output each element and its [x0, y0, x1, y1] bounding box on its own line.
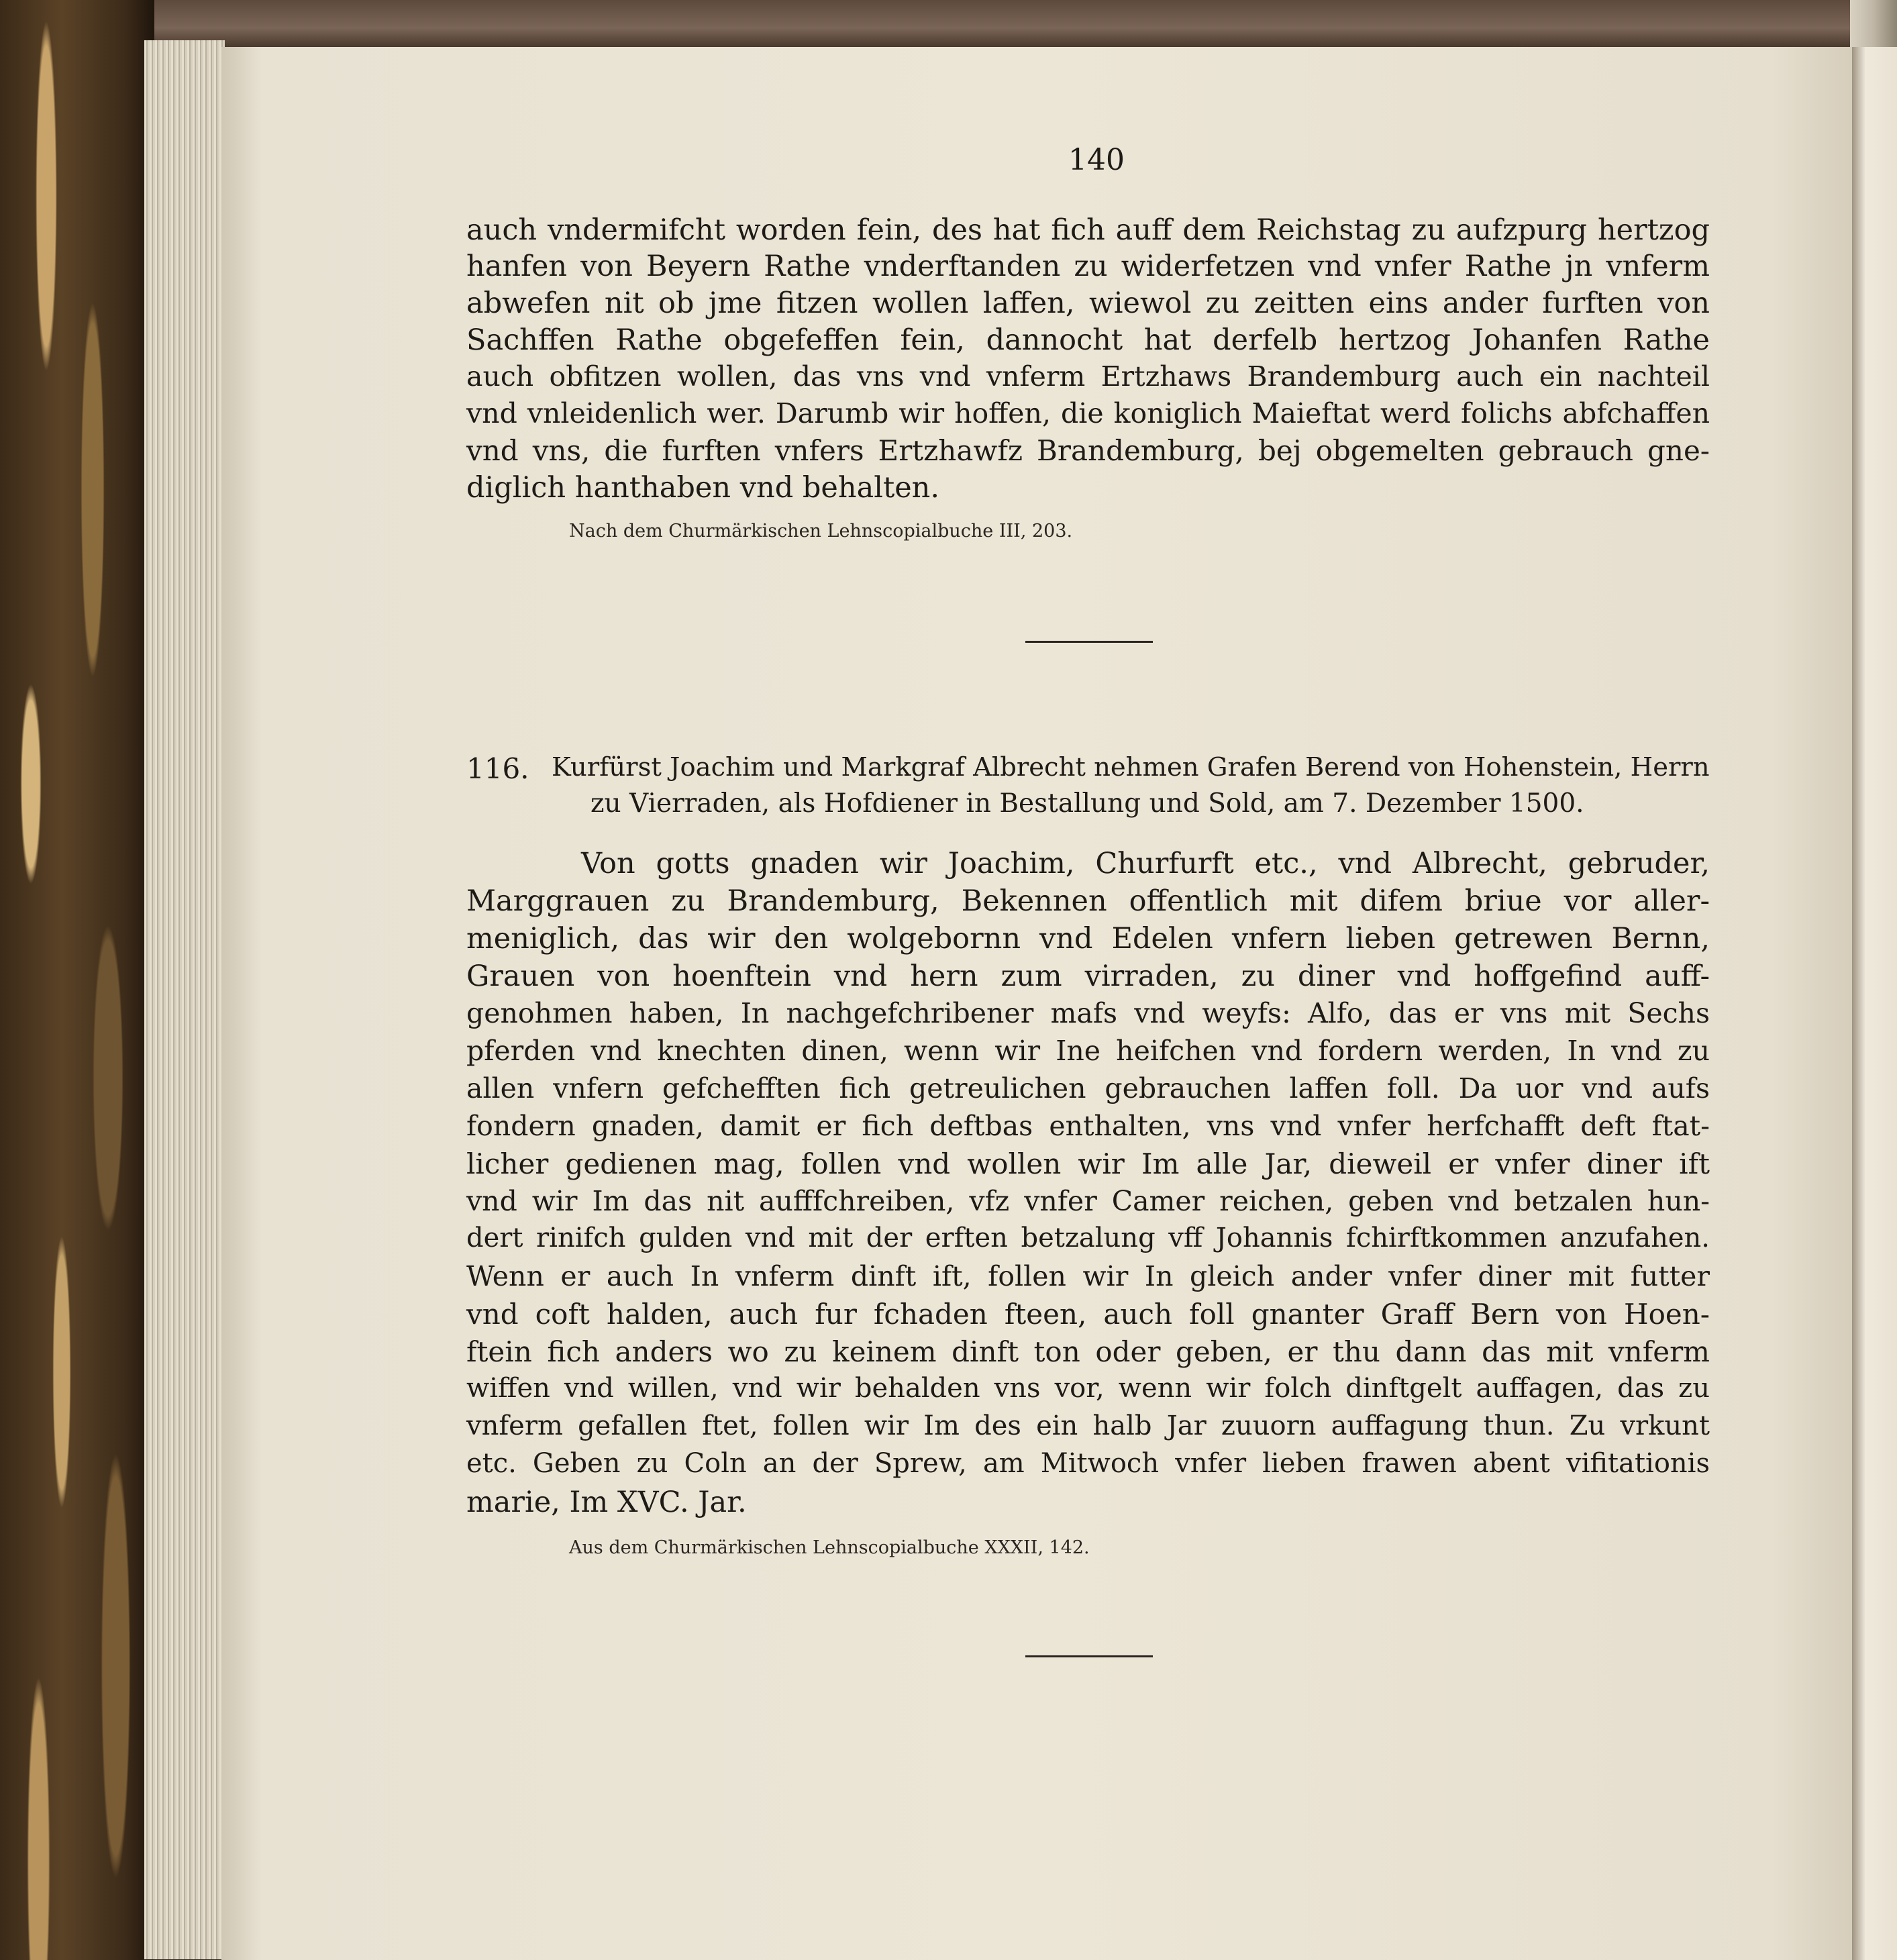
text-line: auch obfitzen wollen, das vns vnd vnferm Ertzhaws Brandemburg auch ein nachteil — [466, 360, 1710, 393]
text-line: Sachffen Rathe obgefeffen fein, dannocht hat derfelb hertzog Johanfen Rathe — [466, 323, 1710, 357]
text-line: etc. Geben zu Coln an der Sprew, am Mitwoch vnfer lieben frawen abent vifitationis — [466, 1448, 1710, 1479]
text-line: pferden vnd knechten dinen, wenn wir Ine heifchen vnd fordern werden, In vnd zu — [466, 1035, 1710, 1067]
text-line: ftein fich anders wo zu keinem dinft ton oder geben, er thu dann das mit vnferm — [466, 1335, 1710, 1368]
section-divider — [1025, 641, 1153, 643]
document-heading-line: zu Vierraden, als Hofdiener in Bestallung und Sold, am 7. Dezember 1500. — [591, 788, 1584, 819]
facing-page-sliver — [1852, 47, 1897, 1960]
book-cover-top-edge — [0, 0, 1897, 47]
marbled-cover — [0, 0, 154, 1960]
text-line: auch vndermifcht worden fein, des hat fich auff dem Reichstag zu aufzpurg hertzog — [466, 213, 1710, 247]
text-line: genohmen haben, In nachgefchribener mafs vnd weyfs: Alfo, das er vns mit Sechs — [466, 997, 1710, 1029]
text-line: meniglich, das wir den wolgebornn vnd Edelen vnfern lieben getrewen Bernn, — [466, 922, 1710, 956]
text-line: Grauen von hoenftein vnd hern zum virraden, zu diner vnd hoffgefind auff- — [466, 960, 1710, 993]
text-line: Wenn er auch In vnferm dinft ift, follen wir In gleich ander vnfer diner mit futter — [466, 1260, 1710, 1292]
text-line: vnd vnleidenlich wer. Darumb wir hoffen, die koniglich Maieftat werd folichs abfchaffen — [466, 397, 1710, 429]
text-line: marie, Im XVC. Jar. — [466, 1486, 747, 1519]
text-line: hanfen von Beyern Rathe vnderftanden zu widerfetzen vnd vnfer Rathe jn vnferm — [466, 250, 1710, 283]
page-block-edges — [144, 40, 225, 1959]
text-line: vnferm gefallen ftet, follen wir Im des ein halb Jar zuuorn auffagung thun. Zu vrkunt — [466, 1410, 1710, 1441]
page-number: 140 — [1068, 143, 1125, 177]
document-number: 116. — [466, 752, 529, 785]
text-line: vnd wir Im das nit aufffchreiben, vfz vnfer Camer reichen, geben vnd betzalen hun- — [466, 1185, 1710, 1217]
text-line: wiffen vnd willen, vnd wir behalden vns vor, wenn wir folch dinftgelt auffagen, das zu — [466, 1373, 1710, 1404]
text-line: fondern gnaden, damit er fich deftbas enthalten, vns vnd vnfer herfchafft deft ftat- — [466, 1110, 1710, 1142]
text-line: vnd coft halden, auch fur fchaden fteen, auch foll gnanter Graff Bern von Hoen- — [466, 1298, 1710, 1331]
text-line: Marggrauen zu Brandemburg, Bekennen offentlich mit difem briue vor aller- — [466, 884, 1710, 918]
text-line: Von gotts gnaden wir Joachim, Churfurft etc., vnd Albrecht, gebruder, — [581, 847, 1710, 880]
text-line: diglich hanthaben vnd behalten. — [466, 471, 940, 505]
section-divider — [1025, 1655, 1153, 1657]
text-line: allen vnfern gefchefften fich getreulichen gebrauchen laffen foll. Da uor vnd aufs — [466, 1072, 1710, 1104]
source-citation: Aus dem Churmärkischen Lehnscopialbuche XXXII, 142. — [569, 1537, 1090, 1558]
text-line: abwefen nit ob jme fitzen wollen laffen, wiewol zu zeitten eins ander furften von — [466, 287, 1710, 320]
text-line: vnd vns, die furften vnfers Ertzhawfz Brandemburg, bej obgemelten gebrauch gne- — [466, 434, 1710, 467]
text-line: licher gedienen mag, follen vnd wollen wir Im alle Jar, dieweil er vnfer diner ift — [466, 1147, 1710, 1180]
text-line: dert rinifch gulden vnd mit der erften betzalung vff Johannis fchirftkommen anzufahen. — [466, 1223, 1710, 1253]
document-heading-line: Kurfürst Joachim und Markgraf Albrecht nehmen Grafen Berend von Hohenstein, Herrn — [552, 752, 1710, 782]
source-citation: Nach dem Churmärkischen Lehnscopialbuche III, 203. — [569, 521, 1073, 541]
